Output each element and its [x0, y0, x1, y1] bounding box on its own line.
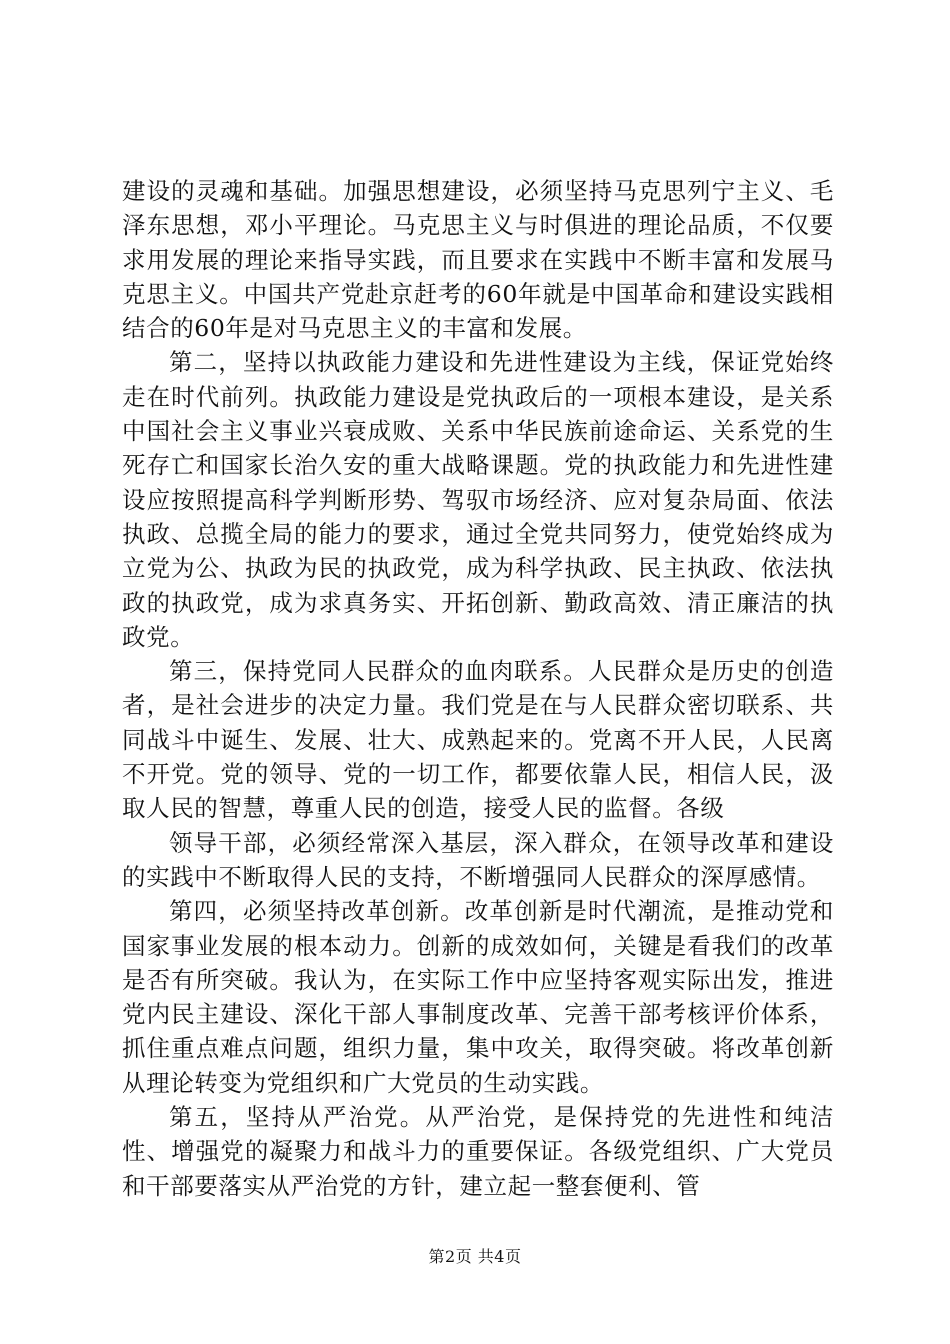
paragraph-second-point: 第二，坚持以执政能力建设和先进性建设为主线，保证党始终走在时代前列。执政能力建设是党执政后的一项根本建设，是关系中国社会主义事业兴衰成败、关系中华民族前途命运、关系党的生死存亡和国家长治久安的重大战略课题。党的执政能力和先进性建设应按照提高科学判断形势、驾驭市场经济、应对复杂局面、依法执政、总揽全局的能力的要求，通过全党共同努力，使党始终成为立党为公、执政为民的执政党，成为科学执政、民主执政、依法执政的执政党，成为求真务实、开拓创新、勤政高效、清正廉洁的执政党。 [122, 348, 834, 651]
page-number-footer: 第2页 共4页 [428, 1247, 522, 1266]
body-text [122, 174, 834, 1203]
paragraph-third-point: 第三，保持党同人民群众的血肉联系。人民群众是历史的创造者，是社会进步的决定力量。我们党是在与人民群众密切联系、共同战斗中诞生、发展、壮大、成熟起来的。党离不开人民，人民离不开党。党的领导、党的一切工作，都要依靠人民，相信人民，汲取人民的智慧，尊重人民的创造，接受人民的监督。各级 [122, 657, 834, 823]
paragraph-fifth-point: 第五，坚持从严治党。从严治党，是保持党的先进性和纯洁性、增强党的凝聚力和战斗力的重要保证。各级党组织、广大党员和干部要落实从严治党的方针，建立起一整套便利、管 [122, 1103, 834, 1200]
paragraph-third-point-continued: 领导干部，必须经常深入基层，深入群众，在领导改革和建设的实践中不断取得人民的支持，不断增强同人民群众的深厚感情。 [122, 828, 834, 891]
paragraph-fourth-point: 第四，必须坚持改革创新。改革创新是时代潮流，是推动党和国家事业发展的根本动力。创新的成效如何，关键是看我们的改革是否有所突破。我认为，在实际工作中应坚持客观实际出发，推进党内民主建设、深化干部人事制度改革、完善干部考核评价体系，抓住重点难点问题，组织力量，集中攻关，取得突破。将改革创新从理论转变为党组织和广大党员的生动实践。 [122, 897, 834, 1097]
paragraph-ideology-continued: 建设的灵魂和基础。加强思想建设，必须坚持马克思列宁主义、毛泽东思想，邓小平理论。马克思主义与时俱进的理论品质，不仅要求用发展的理论来指导实践，而且要求在实践中不断丰富和发展马克思主义。中国共产党赴京赶考的60年就是中国革命和建设实践相结合的60年是对马克思主义的丰富和发展。 [122, 177, 834, 343]
